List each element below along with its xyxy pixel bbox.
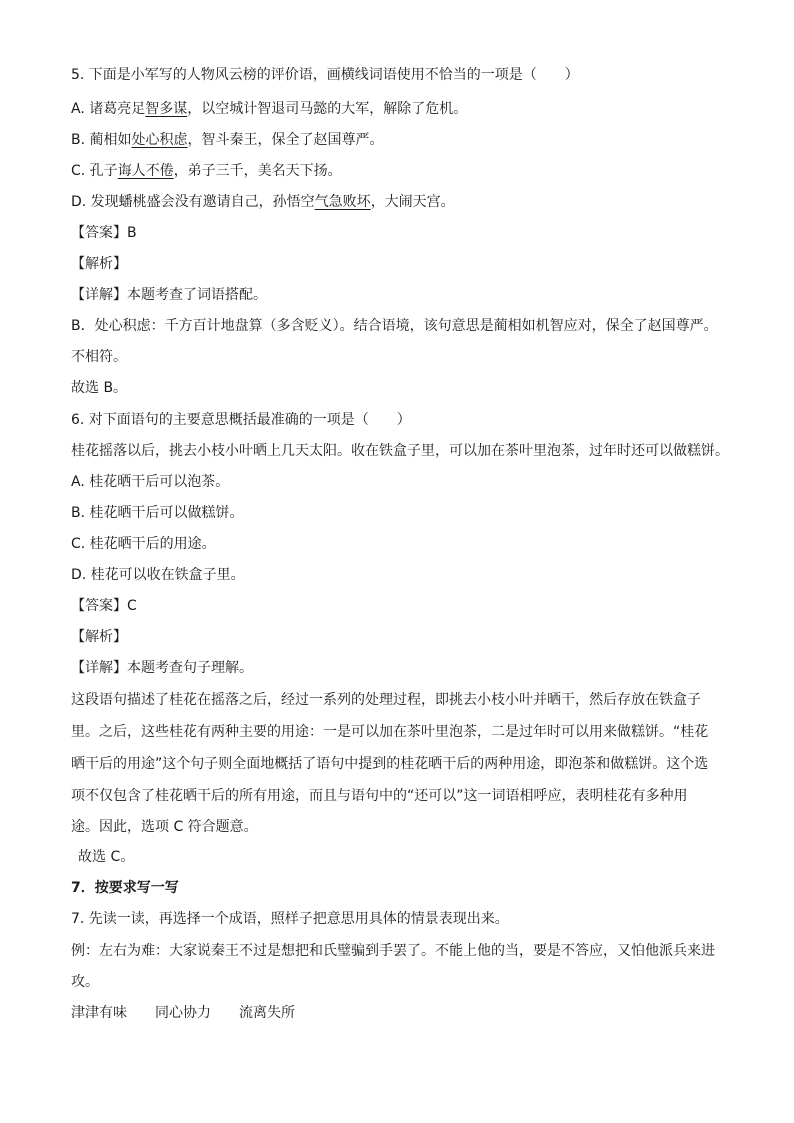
q6-explain-line-4: 项不仅包含了桂花晒干后的所有用途，而且与语句中的“还可以”这一词语相呼应，表明桂花有多种用	[71, 788, 688, 804]
section7-example-line-2: 攻。	[71, 974, 99, 990]
q5-option-b-pre: B. 蔺相如	[71, 132, 132, 148]
q6-answer: 【答案】C	[71, 598, 137, 614]
q5-option-a-underlined: 智多谋	[145, 101, 188, 117]
q6-explain-line-3: 晒干后的用途”这个句子则全面地概括了语句中提到的桂花晒干后的两种用途，即泡茶和做糕饼。这个选	[71, 756, 709, 772]
q6-option-c: C. 桂花晒干后的用途。	[71, 536, 216, 552]
q5-explain-line-1: B．处心积虑：千方百计地盘算（多含贬义）。结合语境，该句意思是蔺相如机智应对，保全了赵国尊严。	[71, 318, 718, 334]
q6-conclusion: 故选 C。	[78, 849, 135, 865]
q6-option-b: B. 桂花晒干后可以做糕饼。	[71, 505, 244, 521]
q5-option-a-post: ，以空城计智退司马懿的大军，解除了危机。	[187, 101, 468, 117]
q5-option-b-underlined: 处心积虑	[131, 132, 188, 148]
q5-option-d-underlined: 气急败坏	[314, 194, 371, 210]
q5-answer: 【答案】B	[71, 225, 137, 241]
q6-explain-line-5: 途。因此，选项 C 符合题意。	[71, 819, 258, 835]
q5-option-b-post: ，智斗秦王，保全了赵国尊严。	[187, 132, 384, 148]
idiom-3: 流离失所	[239, 1005, 295, 1021]
q6-detail: 【详解】本题考查句子理解。	[71, 660, 253, 676]
q6-option-a: A. 桂花晒干后可以泡茶。	[71, 474, 230, 490]
q5-option-c-post: ，弟子三千，美名天下扬。	[173, 163, 342, 179]
q5-option-d-post: ，大闹天宫。	[370, 194, 455, 210]
q5-option-a-pre: A. 诸葛亮足	[71, 101, 146, 117]
section7-heading: 7．按要求写一写	[71, 880, 179, 896]
q5-option-d	[71, 193, 455, 211]
q6-explain-line-1: 这段语句描述了桂花在摇落之后，经过一系列的处理过程，即挑去小枝小叶并晒干，然后存放在铁盒子	[71, 692, 701, 708]
idiom-2: 同心协力	[155, 1005, 211, 1021]
idiom-1: 津津有味	[71, 1005, 127, 1021]
q5-option-a	[71, 100, 467, 118]
q5-option-b	[71, 131, 384, 149]
q5-detail: 【详解】本题考查了词语搭配。	[71, 287, 267, 303]
q6-stem: 6. 对下面语句的主要意思概括最准确的一项是（ ）	[71, 412, 411, 428]
q5-option-c	[71, 162, 342, 180]
q5-explain-line-2: 不相符。	[71, 349, 127, 365]
q6-explain-line-2: 里。之后，这些桂花有两种主要的用途：一是可以加在茶叶里泡茶，二是过年时可以用来做糕饼。“桂花	[71, 724, 709, 740]
q5-option-c-pre: C. 孔子	[71, 163, 118, 179]
q6-analysis-tag: 【解析】	[71, 629, 127, 645]
q6-passage: 桂花摇落以后，挑去小枝小叶晒上几天太阳。收在铁盒子里，可以加在茶叶里泡茶，过年时还可以做糕饼。	[71, 443, 729, 459]
q5-conclusion: 故选 B。	[71, 380, 128, 396]
section7-stem: 7. 先读一读，再选择一个成语，照样子把意思用具体的情景表现出来。	[71, 911, 509, 927]
q5-analysis-tag: 【解析】	[71, 256, 127, 272]
q5-option-c-underlined: 诲人不倦	[117, 163, 174, 179]
q5-stem: 5. 下面是小军写的人物风云榜的评价语，画横线词语使用不恰当的一项是（ ）	[71, 67, 579, 83]
section7-example-line-1: 例：左右为难：大家说秦王不过是想把和氏璧骗到手罢了。不能上他的当，要是不答应，又怕他派兵来进	[71, 943, 715, 959]
section7-idioms	[71, 1004, 295, 1022]
q6-option-d: D. 桂花可以收在铁盒子里。	[71, 567, 245, 583]
q5-option-d-pre: D. 发现蟠桃盛会没有邀请自己，孙悟空	[71, 194, 315, 210]
